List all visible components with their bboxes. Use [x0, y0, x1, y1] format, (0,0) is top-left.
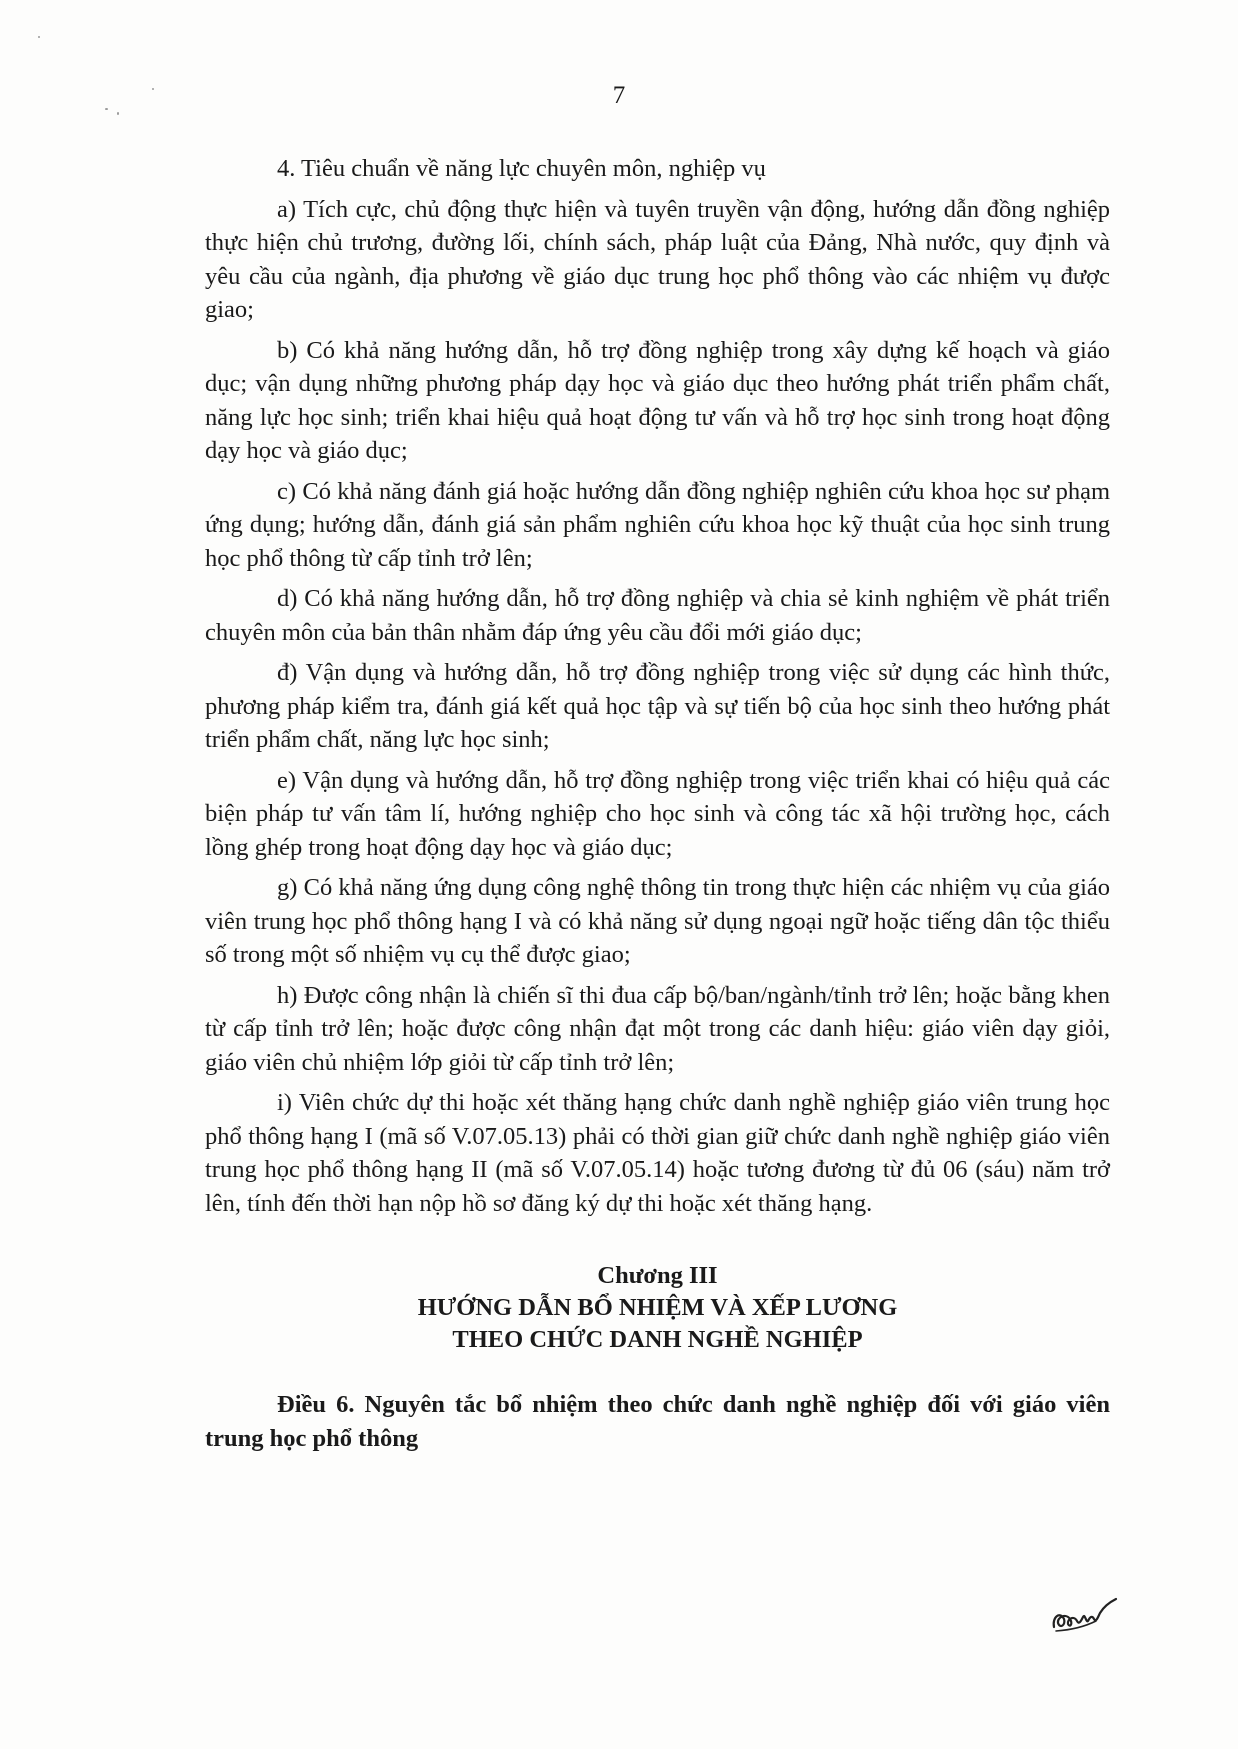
scan-speck [117, 112, 119, 115]
page-number: 7 [612, 82, 626, 109]
paragraph-g: g) Có khả năng ứng dụng công nghệ thông tin trong thực hiện các nhiệm vụ của giáo viên trung học phổ thông hạng I và có khả năng sử dụng ngoại ngữ hoặc tiếng dân tộc thiểu số trong một số nhiệm vụ cụ thể được giao; [205, 874, 1110, 968]
article-heading: Điều 6. Nguyên tắc bổ nhiệm theo chức danh nghề nghiệp đối với giáo viên trung học phổ thông [205, 1391, 1110, 1452]
paragraph-b: b) Có khả năng hướng dẫn, hỗ trợ đồng nghiệp trong xây dựng kế hoạch và giáo dục; vận dụng những phương pháp dạy học và giáo dục theo hướng phát triển phẩm chất, năng lực học sinh; triển khai hiệu quả hoạt động tư vấn và hỗ trợ học sinh trong hoạt động dạy học và giáo dục; [205, 336, 1110, 464]
paragraph-a: a) Tích cực, chủ động thực hiện và tuyên truyền vận động, hướng dẫn đồng nghiệp thực hiện chủ trương, đường lối, chính sách, pháp luật của Đảng, Nhà nước, quy định và yêu cầu của ngành, địa phương về giáo dục trung học phổ thông vào các nhiệm vụ được giao; [205, 195, 1110, 323]
chapter-title-line-2: THEO CHỨC DANH NGHỀ NGHIỆP [452, 1326, 863, 1353]
paragraph-h: h) Được công nhận là chiến sĩ thi đua cấp bộ/ban/ngành/tỉnh trở lên; hoặc bằng khen từ cấp tỉnh trở lên; hoặc được công nhận đạt một trong các danh hiệu: giáo viên dạy giỏi, giáo viên chủ nhiệm lớp giỏi từ cấp tỉnh trở lên; [205, 981, 1110, 1076]
section-heading: 4. Tiêu chuẩn về năng lực chuyên môn, nghiệp vụ [277, 155, 766, 182]
paragraph-e: e) Vận dụng và hướng dẫn, hỗ trợ đồng nghiệp trong việc triển khai có hiệu quả các biện pháp tư vấn tâm lí, hướng nghiệp cho học sinh và công tác xã hội trường học, cách lồng ghép trong hoạt động dạy học và giáo dục; [205, 766, 1110, 861]
document-body [205, 152, 1110, 1480]
signature-initials [1050, 1597, 1120, 1637]
paragraph-d: d) Có khả năng hướng dẫn, hỗ trợ đồng nghiệp và chia sẻ kinh nghiệm về phát triển chuyên môn của bản thân nhằm đáp ứng yêu cầu đổi mới giáo dục; [205, 585, 1110, 646]
chapter-title-line-1: HƯỚNG DẪN BỔ NHIỆM VÀ XẾP LƯƠNG [417, 1294, 898, 1321]
chapter-number: Chương III [597, 1262, 718, 1289]
chapter-heading [205, 1260, 1110, 1356]
paragraph-dd: đ) Vận dụng và hướng dẫn, hỗ trợ đồng nghiệp trong việc sử dụng các hình thức, phương pháp kiểm tra, đánh giá kết quả học tập và sự tiến bộ của học sinh theo hướng phát triển phẩm chất, năng lực học sinh; [205, 659, 1110, 753]
scan-speck [38, 36, 40, 38]
paragraph-c: c) Có khả năng đánh giá hoặc hướng dẫn đồng nghiệp nghiên cứu khoa học sư phạm ứng dụng; hướng dẫn, đánh giá sản phẩm nghiên cứu khoa học kỹ thuật của học sinh trung học phổ thông từ cấp tỉnh trở lên; [205, 477, 1110, 572]
paragraph-i: i) Viên chức dự thi hoặc xét thăng hạng chức danh nghề nghiệp giáo viên trung học phổ thông hạng I (mã số V.07.05.13) phải có thời gian giữ chức danh nghề nghiệp giáo viên trung học phổ thông hạng II (mã số V.07.05.14) hoặc tương đương từ đủ 06 (sáu) năm trở lên, tính đến thời hạn nộp hồ sơ đăng ký dự thi hoặc xét thăng hạng. [205, 1089, 1110, 1217]
